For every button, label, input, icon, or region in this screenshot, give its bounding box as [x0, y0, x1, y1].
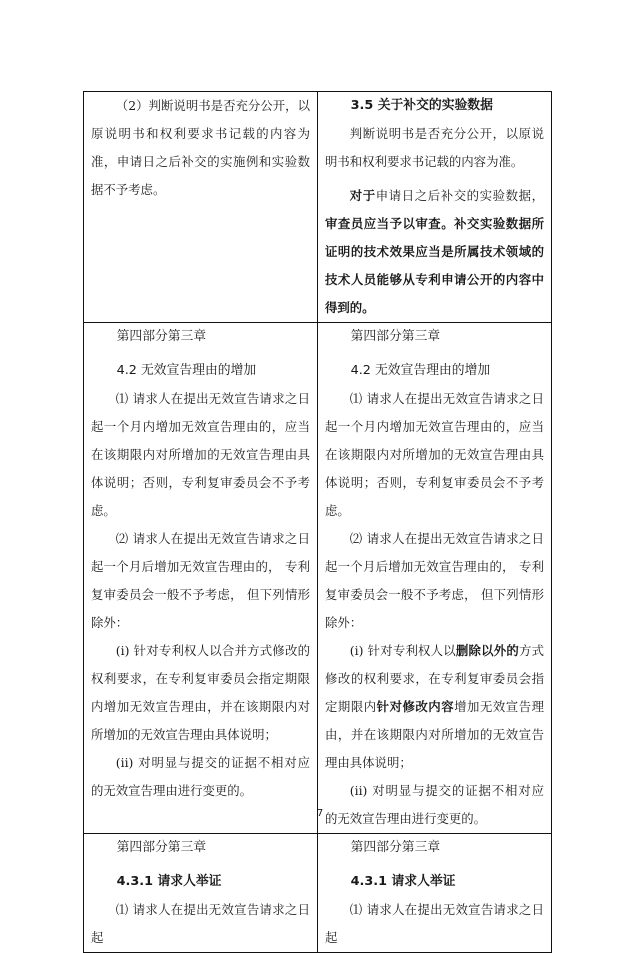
bold-text: 对于: [349, 188, 376, 203]
chapter-label: 第四部分第三章: [116, 840, 207, 855]
section-heading: 4.2 无效宣告理由的增加: [116, 363, 257, 378]
old-text-cell: [84, 92, 318, 323]
paragraph: ⑴ 请求人在提出无效宣告请求之日起: [325, 902, 544, 945]
bold-text: 针对修改内容: [376, 699, 455, 714]
chapter-label: 第四部分第三章: [116, 329, 207, 344]
section-heading: 4.3.1 请求人举证: [350, 874, 456, 889]
comparison-table: [83, 91, 552, 953]
table-row: [84, 92, 552, 323]
paragraph: ⑴ 请求人在提出无效宣告请求之日起: [91, 902, 310, 945]
new-text-cell: [318, 92, 552, 323]
paragraph: [325, 182, 544, 322]
old-text-cell: [84, 834, 318, 953]
paragraph: ⑵ 请求人在提出无效宣告请求之日起一个月后增加无效宣告理由的， 专利复审委员会一般不予考虑， 但下列情形除外：: [91, 531, 310, 630]
paragraph: (i) 针对专利权人以合并方式修改的权利要求，在专利复审委员会指定期限内增加无效宣告理由，并在该期限内对所增加的无效宣告理由具体说明；: [91, 643, 310, 742]
paragraph: (ii) 对明显与提交的证据不相对应的无效宣告理由进行变更的。: [91, 755, 310, 798]
normal-text: 方式修改的权利要求，在专利复审委员会指定期限内: [325, 643, 545, 714]
bold-text: 删除以外的: [455, 643, 519, 658]
paragraph: ⑴ 请求人在提出无效宣告请求之日起一个月内增加无效宣告理由的，应当在该期限内对所增加的无效宣告理由具体说明；否则，专利复审委员会不予考虑。: [91, 391, 310, 518]
table-row: [84, 323, 552, 834]
paragraph: （2）判断说明书是否充分公开，以原说明书和权利要求书记载的内容为准，申请日之后补交的实施例和实验数据不予考虑。: [91, 98, 310, 197]
section-heading: 4.3.1 请求人举证: [116, 874, 222, 889]
paragraph: ⑵ 请求人在提出无效宣告请求之日起一个月后增加无效宣告理由的， 专利复审委员会一般不予考虑， 但下列情形除外：: [325, 531, 544, 630]
paragraph: ⑴ 请求人在提出无效宣告请求之日起一个月内增加无效宣告理由的，应当在该期限内对所增加的无效宣告理由具体说明；否则，专利复审委员会不予考虑。: [325, 391, 544, 518]
section-heading: 4.2 无效宣告理由的增加: [350, 363, 491, 378]
section-heading: 3.5 关于补交的实验数据: [350, 98, 493, 113]
paragraph: 判断说明书是否充分公开，以原说明书和权利要求书记载的内容为准。: [325, 126, 544, 169]
table-row: [84, 834, 552, 953]
bold-text: 审查员应当予以审查。补交实验数据所证明的技术效果应当是所属技术领域的技术人员能够从专利申请公开的内容中得到的。: [325, 216, 544, 315]
chapter-label: 第四部分第三章: [350, 329, 441, 344]
normal-text: (i) 针对专利权人以: [349, 643, 456, 658]
page-number: 7: [316, 808, 324, 819]
old-text-cell: [84, 323, 318, 834]
paragraph: (ii) 对明显与提交的证据不相对应的无效宣告理由进行变更的。: [325, 783, 544, 826]
new-text-cell: [318, 834, 552, 953]
new-text-cell: [318, 323, 552, 834]
normal-text: 增加无效宣告理由，并在该期限内对所增加的无效宣告理由具体说明；: [325, 699, 545, 770]
paragraph: [325, 637, 544, 777]
normal-text: 申请日之后补交的实验数据，: [375, 188, 545, 203]
chapter-label: 第四部分第三章: [350, 840, 441, 855]
